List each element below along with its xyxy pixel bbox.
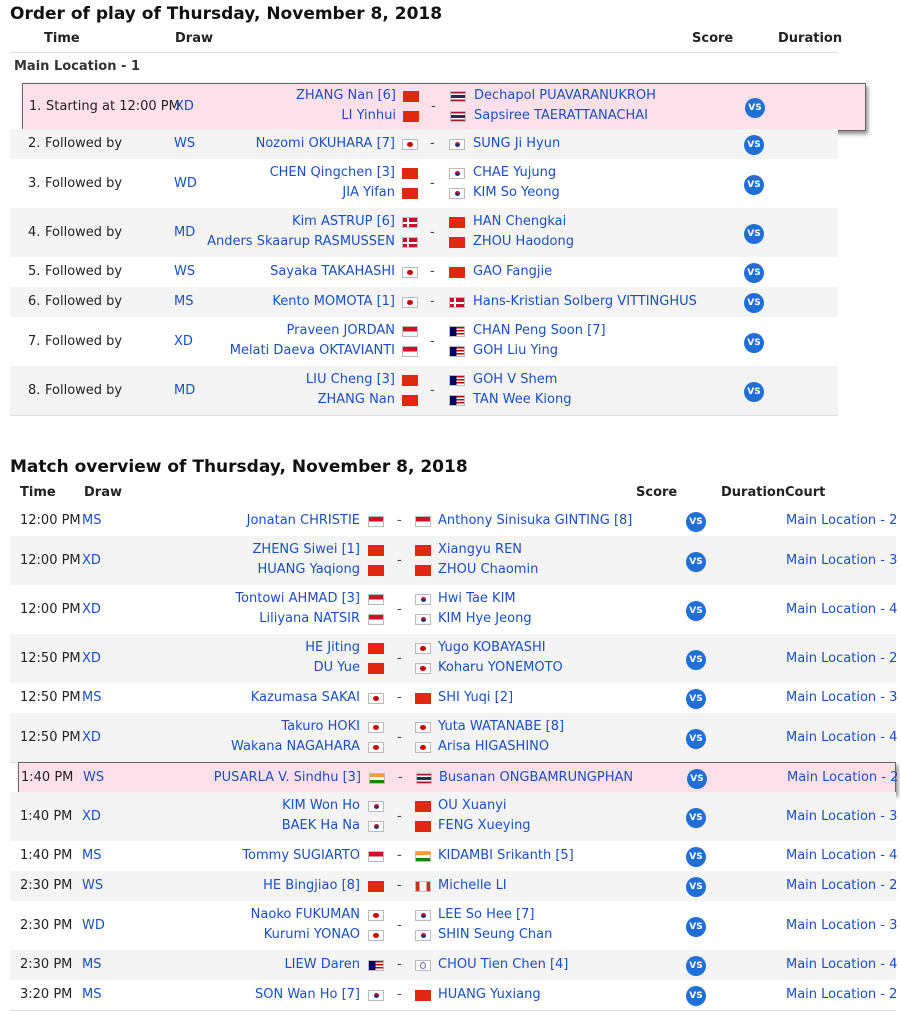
- vs-icon[interactable]: VS: [686, 601, 706, 621]
- flag-cn-icon: [449, 217, 465, 228]
- versus-dash: -: [397, 650, 402, 666]
- match-time: 2:30 PM: [20, 917, 73, 933]
- player-name-link[interactable]: Anthony Sinisuka GINTING [8]: [438, 513, 633, 528]
- overview-header-duration: Duration: [721, 485, 786, 500]
- player-name-link[interactable]: CHAN Peng Soon [7]: [473, 322, 606, 338]
- overview-header-time: Time: [20, 485, 56, 500]
- flag-jp-icon: [368, 930, 384, 941]
- match-number: 7.: [28, 333, 41, 349]
- flag-jp-icon: [368, 722, 384, 733]
- player-name-link[interactable]: Xiangyu REN: [438, 541, 523, 557]
- player-name-link[interactable]: Tommy SUGIARTO: [242, 848, 360, 863]
- player-name-link[interactable]: SON Wan Ho [7]: [255, 987, 360, 1002]
- versus-dash: -: [398, 770, 403, 785]
- match-number: 4.: [28, 224, 41, 240]
- match-row[interactable]: [10, 506, 896, 537]
- vs-icon[interactable]: VS: [745, 98, 765, 118]
- draw-link[interactable]: XD: [82, 601, 101, 617]
- vs-icon[interactable]: VS: [686, 917, 706, 937]
- versus-dash: -: [431, 99, 436, 114]
- flag-id-icon: [402, 326, 418, 337]
- match-row[interactable]: [22, 83, 866, 131]
- vs-icon[interactable]: VS: [686, 650, 706, 670]
- match-time: Followed by: [45, 382, 123, 398]
- player-name-link[interactable]: Naoko FUKUMAN: [250, 906, 360, 922]
- match-row[interactable]: [10, 950, 896, 981]
- court-link[interactable]: Main Location - 3: [786, 808, 898, 824]
- match-row[interactable]: [10, 683, 896, 714]
- overview-header-draw: Draw: [84, 485, 122, 500]
- flag-cn-icon: [415, 801, 431, 812]
- draw-link[interactable]: XD: [82, 729, 101, 745]
- match-number: 3.: [28, 175, 41, 191]
- player-name-link[interactable]: DU Yue: [313, 659, 360, 675]
- match-time: 1:40 PM: [21, 770, 74, 785]
- player-name-link[interactable]: Busanan ONGBAMRUNGPHAN: [439, 770, 634, 785]
- flag-id-icon: [402, 346, 418, 357]
- flag-cn-icon: [415, 693, 431, 704]
- match-time: 12:00 PM: [20, 601, 81, 617]
- flag-cn-icon: [402, 168, 418, 179]
- flag-kr-icon: [415, 910, 431, 921]
- flag-kr-icon: [368, 990, 384, 1001]
- flag-jp-icon: [415, 643, 431, 654]
- match-time: Followed by: [45, 264, 123, 279]
- draw-link[interactable]: MS: [174, 294, 194, 309]
- player-name-link[interactable]: Sayaka TAKAHASHI: [270, 264, 395, 279]
- player-name-link[interactable]: ZHOU Haodong: [473, 233, 574, 249]
- flag-jp-icon: [415, 663, 431, 674]
- flag-dk-icon: [402, 217, 418, 228]
- match-row[interactable]: [10, 287, 838, 318]
- player-name-link[interactable]: KIM Won Ho: [282, 797, 360, 813]
- draw-link[interactable]: WS: [83, 770, 105, 785]
- flag-cn-icon: [415, 821, 431, 832]
- match-overview-title: Match overview of Thursday, November 8, 2018: [10, 457, 468, 477]
- player-name-link[interactable]: HE Bingjiao [8]: [263, 878, 360, 893]
- vs-icon[interactable]: VS: [744, 135, 764, 155]
- match-time: Followed by: [45, 224, 123, 240]
- player-name-link[interactable]: Takuro HOKI: [281, 718, 360, 734]
- versus-dash: -: [430, 294, 435, 309]
- draw-link[interactable]: XD: [174, 333, 193, 349]
- match-row[interactable]: [10, 980, 896, 1011]
- order-header-score: Score: [692, 31, 734, 46]
- player-name-link[interactable]: Hans-Kristian Solberg VITTINGHUS: [473, 294, 697, 309]
- flag-cn-icon: [402, 395, 418, 406]
- flag-jp-icon: [368, 742, 384, 753]
- match-row[interactable]: [18, 762, 899, 794]
- vs-icon[interactable]: VS: [686, 847, 706, 867]
- versus-dash: -: [397, 808, 402, 824]
- vs-icon[interactable]: VS: [744, 175, 764, 195]
- versus-dash: -: [397, 917, 402, 933]
- player-name-link[interactable]: KIM So Yeong: [473, 184, 560, 200]
- flag-id-icon: [415, 516, 431, 527]
- draw-link[interactable]: XD: [175, 99, 194, 114]
- order-of-play-title: Order of play of Thursday, November 8, 2018: [10, 4, 443, 24]
- match-row[interactable]: [10, 713, 896, 763]
- match-row[interactable]: [10, 871, 896, 902]
- match-time: 12:00 PM: [20, 513, 81, 528]
- flag-id-icon: [368, 594, 384, 605]
- player-name-link[interactable]: LI Yinhui: [341, 108, 396, 123]
- order-header-time: Time: [44, 31, 80, 46]
- match-row[interactable]: [10, 536, 896, 586]
- match-row[interactable]: [10, 129, 838, 160]
- flag-id-icon: [368, 851, 384, 862]
- flag-cn-icon: [403, 111, 419, 122]
- court-link[interactable]: Main Location - 2: [786, 987, 898, 1002]
- flag-cn-icon: [403, 91, 419, 102]
- court-link[interactable]: Main Location - 3: [786, 917, 898, 933]
- versus-dash: -: [397, 987, 402, 1002]
- draw-link[interactable]: MS: [82, 957, 102, 972]
- player-name-link[interactable]: TAN Wee Kiong: [473, 391, 572, 407]
- player-name-link[interactable]: ZHOU Chaomin: [438, 561, 539, 577]
- match-row[interactable]: [10, 159, 838, 209]
- flag-dk-icon: [449, 297, 465, 308]
- player-name-link[interactable]: HE Jiting: [305, 639, 360, 655]
- flag-my-icon: [449, 395, 465, 406]
- court-link[interactable]: Main Location - 3: [786, 552, 898, 568]
- flag-th-icon: [450, 91, 466, 102]
- vs-icon[interactable]: VS: [744, 263, 764, 283]
- match-time: 12:50 PM: [20, 729, 81, 745]
- player-name-link[interactable]: Arisa HIGASHINO: [438, 738, 550, 754]
- flag-kr-icon: [449, 188, 465, 199]
- match-row[interactable]: [10, 901, 896, 951]
- player-name-link[interactable]: KIM Hye Jeong: [438, 610, 532, 626]
- location-heading: Main Location - 1: [14, 59, 140, 74]
- vs-icon[interactable]: VS: [686, 877, 706, 897]
- court-link[interactable]: Main Location - 4: [786, 601, 898, 617]
- vs-icon[interactable]: VS: [744, 333, 764, 353]
- match-time: 1:40 PM: [20, 808, 73, 824]
- match-number: 1.: [29, 99, 42, 114]
- draw-link[interactable]: XD: [82, 552, 101, 568]
- player-name-link[interactable]: ZHANG Nan [6]: [296, 88, 396, 103]
- versus-dash: -: [397, 848, 402, 863]
- match-time: 3:20 PM: [20, 987, 73, 1002]
- player-name-link[interactable]: GOH V Shem: [473, 371, 558, 387]
- match-row[interactable]: [10, 792, 896, 842]
- flag-kr-icon: [449, 139, 465, 150]
- player-name-link[interactable]: Sapsiree TAERATTANACHAI: [474, 108, 648, 123]
- draw-link[interactable]: WS: [82, 878, 104, 893]
- flag-th-icon: [450, 111, 466, 122]
- versus-dash: -: [397, 601, 402, 617]
- match-row[interactable]: [10, 317, 838, 367]
- player-name-link[interactable]: Yugo KOBAYASHI: [438, 639, 546, 655]
- flag-jp-icon: [368, 910, 384, 921]
- vs-icon[interactable]: VS: [687, 769, 707, 789]
- order-header-divider: [10, 52, 838, 53]
- player-name-link[interactable]: Liliyana NATSIR: [259, 610, 360, 626]
- vs-icon[interactable]: VS: [686, 986, 706, 1006]
- player-name-link[interactable]: HUANG Yuxiang: [438, 987, 541, 1002]
- draw-link[interactable]: MD: [174, 224, 196, 240]
- flag-jp-icon: [415, 722, 431, 733]
- flag-jp-icon: [402, 297, 418, 308]
- flag-cn-icon: [415, 990, 431, 1001]
- flag-ca-icon: [415, 881, 431, 892]
- player-name-link[interactable]: LEE So Hee [7]: [438, 906, 535, 922]
- flag-cn-icon: [402, 188, 418, 199]
- player-name-link[interactable]: Koharu YONEMOTO: [438, 659, 563, 675]
- player-name-link[interactable]: Kim ASTRUP [6]: [292, 213, 395, 229]
- versus-dash: -: [430, 333, 435, 349]
- draw-link[interactable]: WD: [82, 917, 105, 933]
- flag-jp-icon: [368, 693, 384, 704]
- match-number: 2.: [28, 136, 41, 151]
- draw-link[interactable]: MS: [82, 513, 102, 528]
- flag-my-icon: [449, 375, 465, 386]
- draw-link[interactable]: MD: [174, 382, 196, 398]
- match-row[interactable]: [10, 585, 896, 635]
- flag-jp-icon: [402, 267, 418, 278]
- vs-icon[interactable]: VS: [686, 552, 706, 572]
- match-time: Followed by: [45, 333, 123, 349]
- flag-kr-icon: [415, 614, 431, 625]
- versus-dash: -: [430, 136, 435, 151]
- flag-my-icon: [368, 960, 384, 971]
- court-link[interactable]: Main Location - 4: [786, 848, 898, 863]
- court-link[interactable]: Main Location - 2: [786, 513, 898, 528]
- flag-my-icon: [449, 346, 465, 357]
- player-name-link[interactable]: Kento MOMOTA [1]: [272, 294, 395, 309]
- court-link[interactable]: Main Location - 2: [786, 878, 898, 893]
- flag-tpe-icon: [415, 960, 431, 971]
- versus-dash: -: [397, 957, 402, 972]
- player-name-link[interactable]: ZHENG Siwei [1]: [252, 541, 360, 557]
- court-link[interactable]: Main Location - 2: [786, 650, 898, 666]
- vs-icon[interactable]: VS: [686, 729, 706, 749]
- player-name-link[interactable]: BAEK Ha Na: [281, 817, 360, 833]
- player-name-link[interactable]: HUANG Yaqiong: [257, 561, 360, 577]
- player-name-link[interactable]: Praveen JORDAN: [286, 322, 395, 338]
- draw-link[interactable]: XD: [82, 650, 101, 666]
- match-time: Followed by: [45, 294, 123, 309]
- flag-my-icon: [449, 326, 465, 337]
- versus-dash: -: [397, 878, 402, 893]
- draw-link[interactable]: WS: [174, 264, 196, 279]
- player-name-link[interactable]: LIEW Daren: [284, 957, 360, 972]
- player-name-link[interactable]: PUSARLA V. Sindhu [3]: [213, 770, 361, 785]
- player-name-link[interactable]: CHEN Qingchen [3]: [269, 164, 395, 180]
- player-name-link[interactable]: Dechapol PUAVARANUKROH: [474, 88, 656, 103]
- match-row[interactable]: [10, 257, 838, 288]
- versus-dash: -: [430, 224, 435, 240]
- player-name-link[interactable]: SUNG Ji Hyun: [473, 136, 561, 151]
- versus-dash: -: [430, 382, 435, 398]
- flag-cn-icon: [402, 375, 418, 386]
- player-name-link[interactable]: ZHANG Nan: [317, 391, 395, 407]
- flag-cn-icon: [368, 565, 384, 576]
- vs-icon[interactable]: VS: [744, 293, 764, 313]
- player-name-link[interactable]: FENG Xueying: [438, 817, 531, 833]
- match-row[interactable]: [10, 366, 838, 416]
- draw-link[interactable]: MS: [82, 848, 102, 863]
- flag-th-icon: [416, 773, 432, 784]
- match-time: 12:50 PM: [20, 650, 81, 666]
- player-name-link[interactable]: Tontowi AHMAD [3]: [235, 590, 360, 606]
- match-time: Starting at 12:00 PM: [46, 99, 180, 114]
- flag-kr-icon: [415, 594, 431, 605]
- flag-kr-icon: [449, 168, 465, 179]
- match-row[interactable]: [10, 208, 838, 258]
- match-row[interactable]: [10, 634, 896, 684]
- player-name-link[interactable]: LIU Cheng [3]: [305, 371, 395, 387]
- match-time: 12:00 PM: [20, 552, 81, 568]
- draw-link[interactable]: WS: [174, 136, 196, 151]
- vs-icon[interactable]: VS: [686, 512, 706, 532]
- flag-kr-icon: [368, 821, 384, 832]
- match-row[interactable]: [10, 841, 896, 872]
- court-link[interactable]: Main Location - 4: [786, 729, 898, 745]
- versus-dash: -: [397, 729, 402, 745]
- player-name-link[interactable]: OU Xuanyi: [438, 797, 507, 813]
- player-name-link[interactable]: Nozomi OKUHARA [7]: [255, 136, 395, 151]
- versus-dash: -: [430, 264, 435, 279]
- flag-cn-icon: [415, 565, 431, 576]
- court-link[interactable]: Main Location - 4: [786, 957, 898, 972]
- overview-header-court: Court: [785, 485, 826, 500]
- player-name-link[interactable]: SHI Yuqi [2]: [438, 690, 514, 705]
- order-header-draw: Draw: [175, 31, 213, 46]
- player-name-link[interactable]: Kazumasa SAKAI: [250, 690, 360, 705]
- player-name-link[interactable]: Jonatan CHRISTIE: [246, 513, 360, 528]
- player-name-link[interactable]: HAN Chengkai: [473, 213, 567, 229]
- player-name-link[interactable]: KIDAMBI Srikanth [5]: [438, 848, 574, 863]
- player-name-link[interactable]: Anders Skaarup RASMUSSEN: [207, 233, 395, 249]
- draw-link[interactable]: XD: [82, 808, 101, 824]
- match-time: Followed by: [45, 175, 123, 191]
- player-name-link[interactable]: GOH Liu Ying: [473, 342, 559, 358]
- order-header-duration: Duration: [778, 31, 843, 46]
- draw-link[interactable]: MS: [82, 987, 102, 1002]
- versus-dash: -: [397, 513, 402, 528]
- flag-cn-icon: [368, 663, 384, 674]
- flag-id-icon: [368, 516, 384, 527]
- player-name-link[interactable]: CHOU Tien Chen [4]: [438, 957, 569, 972]
- draw-link[interactable]: WD: [174, 175, 197, 191]
- player-name-link[interactable]: Yuta WATANABE [8]: [438, 718, 565, 734]
- match-time: 1:40 PM: [20, 848, 73, 863]
- flag-jp-icon: [415, 742, 431, 753]
- vs-icon[interactable]: VS: [686, 689, 706, 709]
- vs-icon[interactable]: VS: [686, 808, 706, 828]
- player-name-link[interactable]: Melati Daeva OKTAVIANTI: [229, 342, 395, 358]
- court-link[interactable]: Main Location - 3: [786, 690, 898, 705]
- match-time: 2:30 PM: [20, 878, 73, 893]
- player-name-link[interactable]: Michelle LI: [438, 878, 507, 893]
- player-name-link[interactable]: SHIN Seung Chan: [438, 926, 553, 942]
- flag-cn-icon: [449, 237, 465, 248]
- match-number: 8.: [28, 382, 41, 398]
- player-name-link[interactable]: CHAE Yujung: [473, 164, 557, 180]
- player-name-link[interactable]: Wakana NAGAHARA: [230, 738, 360, 754]
- flag-kr-icon: [415, 930, 431, 941]
- vs-icon[interactable]: VS: [744, 224, 764, 244]
- flag-dk-icon: [402, 237, 418, 248]
- flag-jp-icon: [402, 139, 418, 150]
- flag-id-icon: [368, 614, 384, 625]
- player-name-link[interactable]: JIA Yifan: [342, 184, 395, 200]
- match-time: 2:30 PM: [20, 957, 73, 972]
- flag-cn-icon: [449, 267, 465, 278]
- draw-link[interactable]: MS: [82, 690, 102, 705]
- flag-in-icon: [415, 851, 431, 862]
- vs-icon[interactable]: VS: [686, 956, 706, 976]
- flag-cn-icon: [368, 643, 384, 654]
- match-number: 6.: [28, 294, 41, 309]
- match-time: 12:50 PM: [20, 690, 81, 705]
- flag-kr-icon: [368, 801, 384, 812]
- overview-header-score: Score: [636, 485, 678, 500]
- player-name-link[interactable]: Kurumi YONAO: [263, 926, 360, 942]
- flag-cn-icon: [368, 545, 384, 556]
- vs-icon[interactable]: VS: [744, 382, 764, 402]
- flag-cn-icon: [368, 881, 384, 892]
- versus-dash: -: [430, 175, 435, 191]
- court-link[interactable]: Main Location - 2: [787, 770, 899, 785]
- match-time: Followed by: [45, 136, 123, 151]
- flag-in-icon: [369, 773, 385, 784]
- flag-cn-icon: [415, 545, 431, 556]
- versus-dash: -: [397, 690, 402, 705]
- player-name-link[interactable]: Hwi Tae KIM: [438, 590, 516, 606]
- player-name-link[interactable]: GAO Fangjie: [473, 264, 553, 279]
- versus-dash: -: [397, 552, 402, 568]
- match-number: 5.: [28, 264, 41, 279]
